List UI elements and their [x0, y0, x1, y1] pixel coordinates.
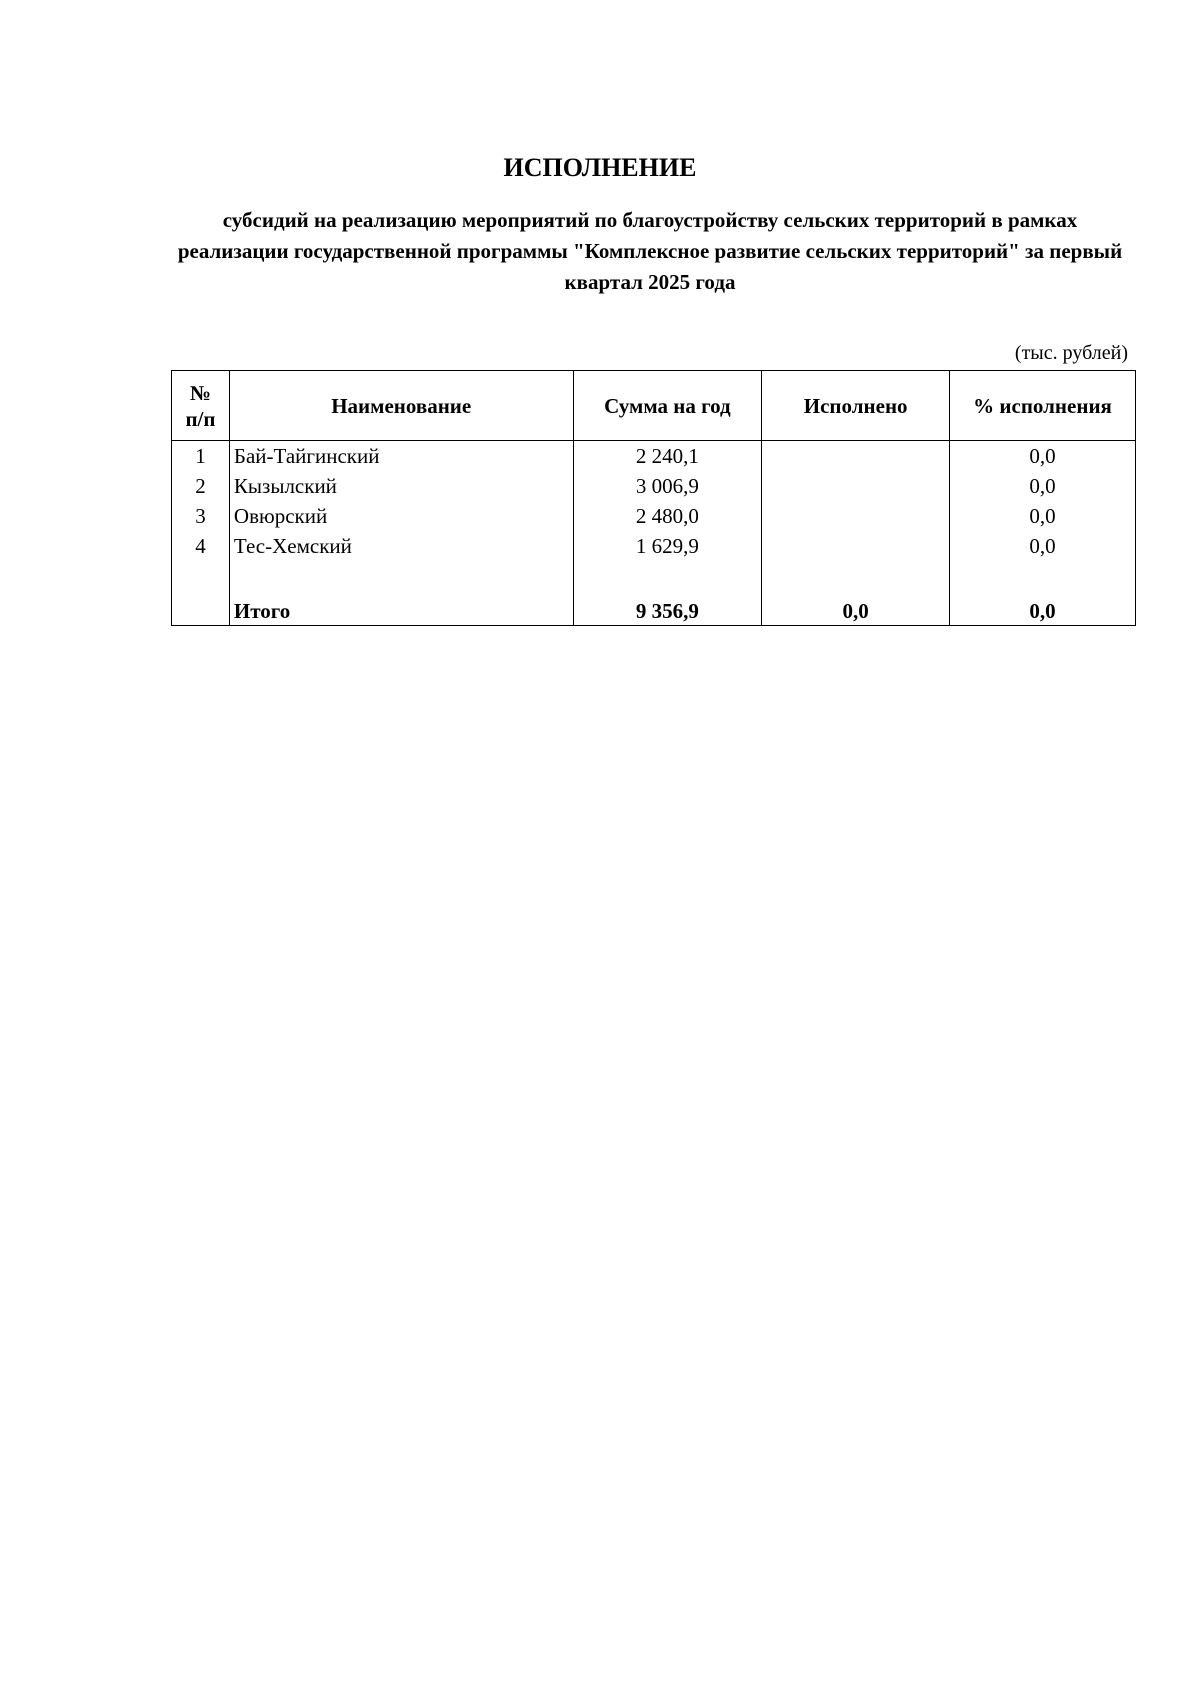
header-percent: % исполнения — [950, 371, 1136, 441]
row-percent: 0,0 — [950, 441, 1136, 472]
header-done: Исполнено — [762, 371, 950, 441]
document-title: ИСПОЛНЕНИЕ — [503, 153, 697, 182]
table-row — [172, 441, 1136, 472]
row-percent: 0,0 — [950, 471, 1136, 501]
row-name: Тес-Хемский — [229, 531, 573, 561]
row-sum: 1 629,9 — [573, 531, 762, 561]
row-sum: 2 240,1 — [573, 441, 762, 472]
total-label: Итого — [229, 591, 573, 626]
total-sum: 9 356,9 — [573, 591, 762, 626]
row-done — [762, 531, 950, 561]
header-name: Наименование — [229, 371, 573, 441]
header-number — [172, 371, 230, 441]
row-percent: 0,0 — [950, 531, 1136, 561]
table-header-row — [172, 371, 1136, 441]
execution-table — [171, 370, 1136, 626]
spacer-cell — [172, 561, 230, 591]
spacer-cell — [229, 561, 573, 591]
total-done: 0,0 — [762, 591, 950, 626]
row-done — [762, 441, 950, 472]
total-number-cell — [172, 591, 230, 626]
table-row — [172, 471, 1136, 501]
table-spacer-row — [172, 561, 1136, 591]
row-sum: 2 480,0 — [573, 501, 762, 531]
row-name: Бай-Тайгинский — [229, 441, 573, 472]
units-note: (тыс. рублей) — [1014, 342, 1128, 364]
row-number: 2 — [172, 471, 230, 501]
row-number: 3 — [172, 501, 230, 531]
total-percent: 0,0 — [950, 591, 1136, 626]
header-sum: Сумма на год — [573, 371, 762, 441]
row-sum: 3 006,9 — [573, 471, 762, 501]
document-subtitle: субсидий на реализацию мероприятий по благоустройству сельских территорий в рамках реализации государственной программы "Комплексное развитие сельских территорий" за первый квартал 2025 года — [177, 208, 1123, 294]
spacer-cell — [950, 561, 1136, 591]
row-number: 1 — [172, 441, 230, 472]
header-number-line2: п/п — [185, 406, 216, 431]
row-done — [762, 471, 950, 501]
row-done — [762, 501, 950, 531]
header-number-line1: № — [189, 380, 212, 405]
row-name: Кызылский — [229, 471, 573, 501]
spacer-cell — [762, 561, 950, 591]
table-row — [172, 501, 1136, 531]
table-row — [172, 531, 1136, 561]
row-percent: 0,0 — [950, 501, 1136, 531]
table-total-row — [172, 591, 1136, 626]
row-name: Овюрский — [229, 501, 573, 531]
row-number: 4 — [172, 531, 230, 561]
spacer-cell — [573, 561, 762, 591]
